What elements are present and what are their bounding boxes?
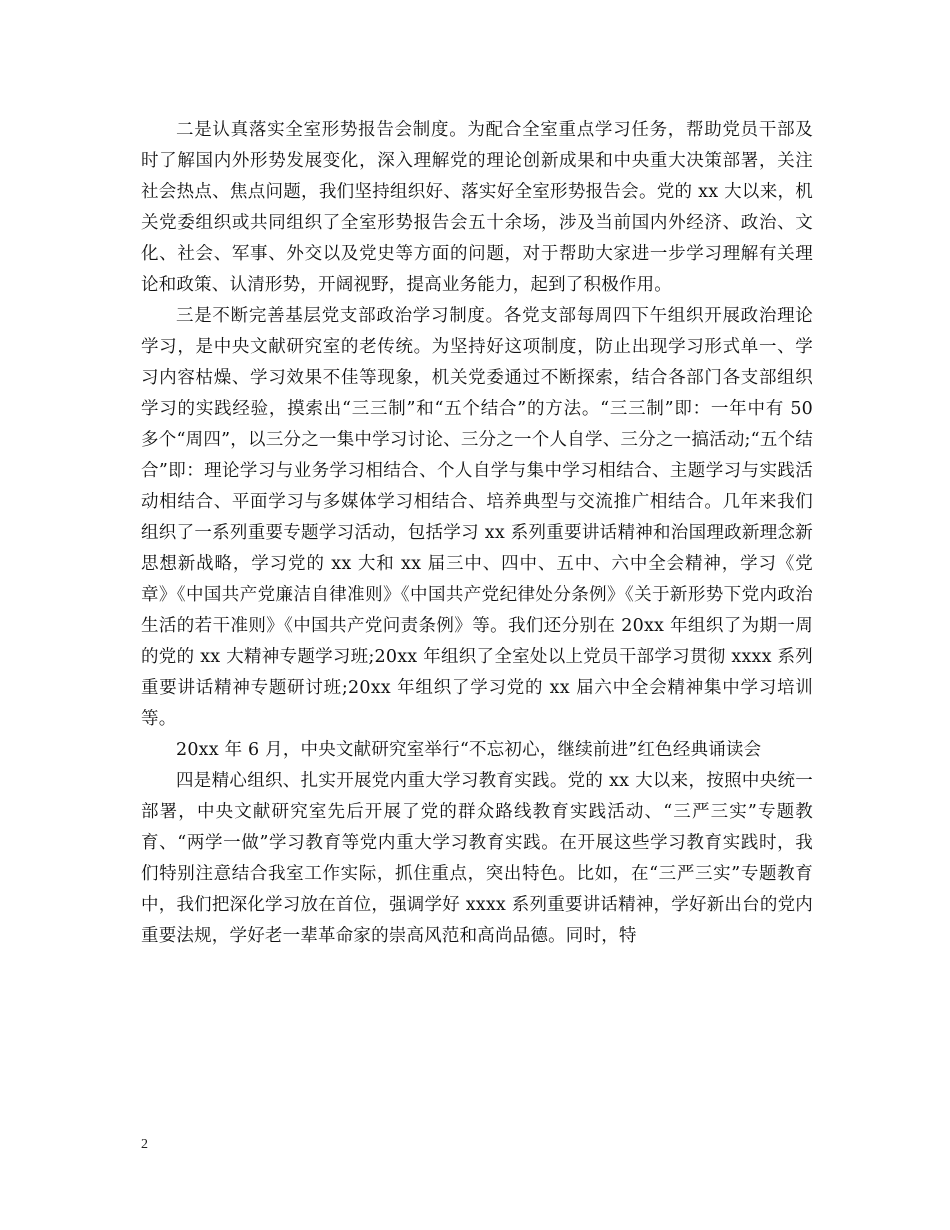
paragraph-branch-study-system: 三是不断完善基层党支部政治学习制度。各党支部每周四下午组织开展政治理论学习，是中央文献研究室的老传统。为坚持好这项制度，防止出现学习形式单一、学习内容枯燥、学习效果不佳等现象，机关党委通过不断探索，结合各部门各支部组织学习的实践经验，摸索出“三三制”和“五个结合”的方法。“三三制”即：一年中有 50 多个“周四”，以三分之一集中学习讨论、三分之一个人自学、三分之一搞活动;“五个结合”即：理论学习与业务学习相结合、个人自学与集中学习相结合、主题学习与实践活动相结合、平面学习与多媒体学习相结合、培养典型与交流推广相结合。几年来我们组织了一系列重要专题学习活动，包括学习 xx 系列重要讲话精神和治国理政新理念新思想新战略，学习党的 xx 大和 xx 届三中、四中、五中、六中全会精神，学习《党章》《中国共产党廉洁自律准则》《中国共产党纪律处分条例》《关于新形势下党内政治生活的若干准则》《中国共产党问责条例》等。我们还分别在 20xx 年组织了为期一周的党的 xx 大精神专题学习班;20xx 年组织了全室处以上党员干部学习贯彻 xxxx 系列重要讲话精神专题研讨班;20xx 年组织了学习党的 xx 届六中全会精神集中学习培训等。 <box>141 306 813 729</box>
paragraph-education-practice: 四是精心组织、扎实开展党内重大学习教育实践。党的 xx 大以来，按照中央统一部署，中央文献研究室先后开展了党的群众路线教育实践活动、“三严三实”专题教育、“两学一做”学习教育等党内重大学习教育实践。在开展这些学习教育实践时，我们特别注意结合我室工作实际，抓住重点，突出特色。比如，在“三严三实”专题教育中，我们把深化学习放在首位，强调学好 xxxx 系列重要讲话精神，学好新出台的党内重要法规，学好老一辈革命家的崇高风范和高尚品德。同时，特 <box>141 771 813 946</box>
document-body <box>141 115 813 952</box>
paragraph-photo-caption: 20xx 年 6 月，中央文献研究室举行“不忘初心，继续前进”红色经典诵读会 <box>176 740 762 760</box>
paragraph-report-system: 二是认真落实全室形势报告会制度。为配合全室重点学习任务，帮助党员干部及时了解国内外形势发展变化，深入理解党的理论创新成果和中央重大决策部署，关注社会热点、焦点问题，我们坚持组织好、落实好全室形势报告会。党的 xx 大以来，机关党委组织或共同组织了全室形势报告会五十余场，涉及当前国内外经济、政治、文化、社会、军事、外交以及党史等方面的问题，对于帮助大家进一步学习理解有关理论和政策、认清形势，开阔视野，提高业务能力，起到了积极作用。 <box>141 120 813 295</box>
page-number: 2 <box>141 1137 148 1152</box>
